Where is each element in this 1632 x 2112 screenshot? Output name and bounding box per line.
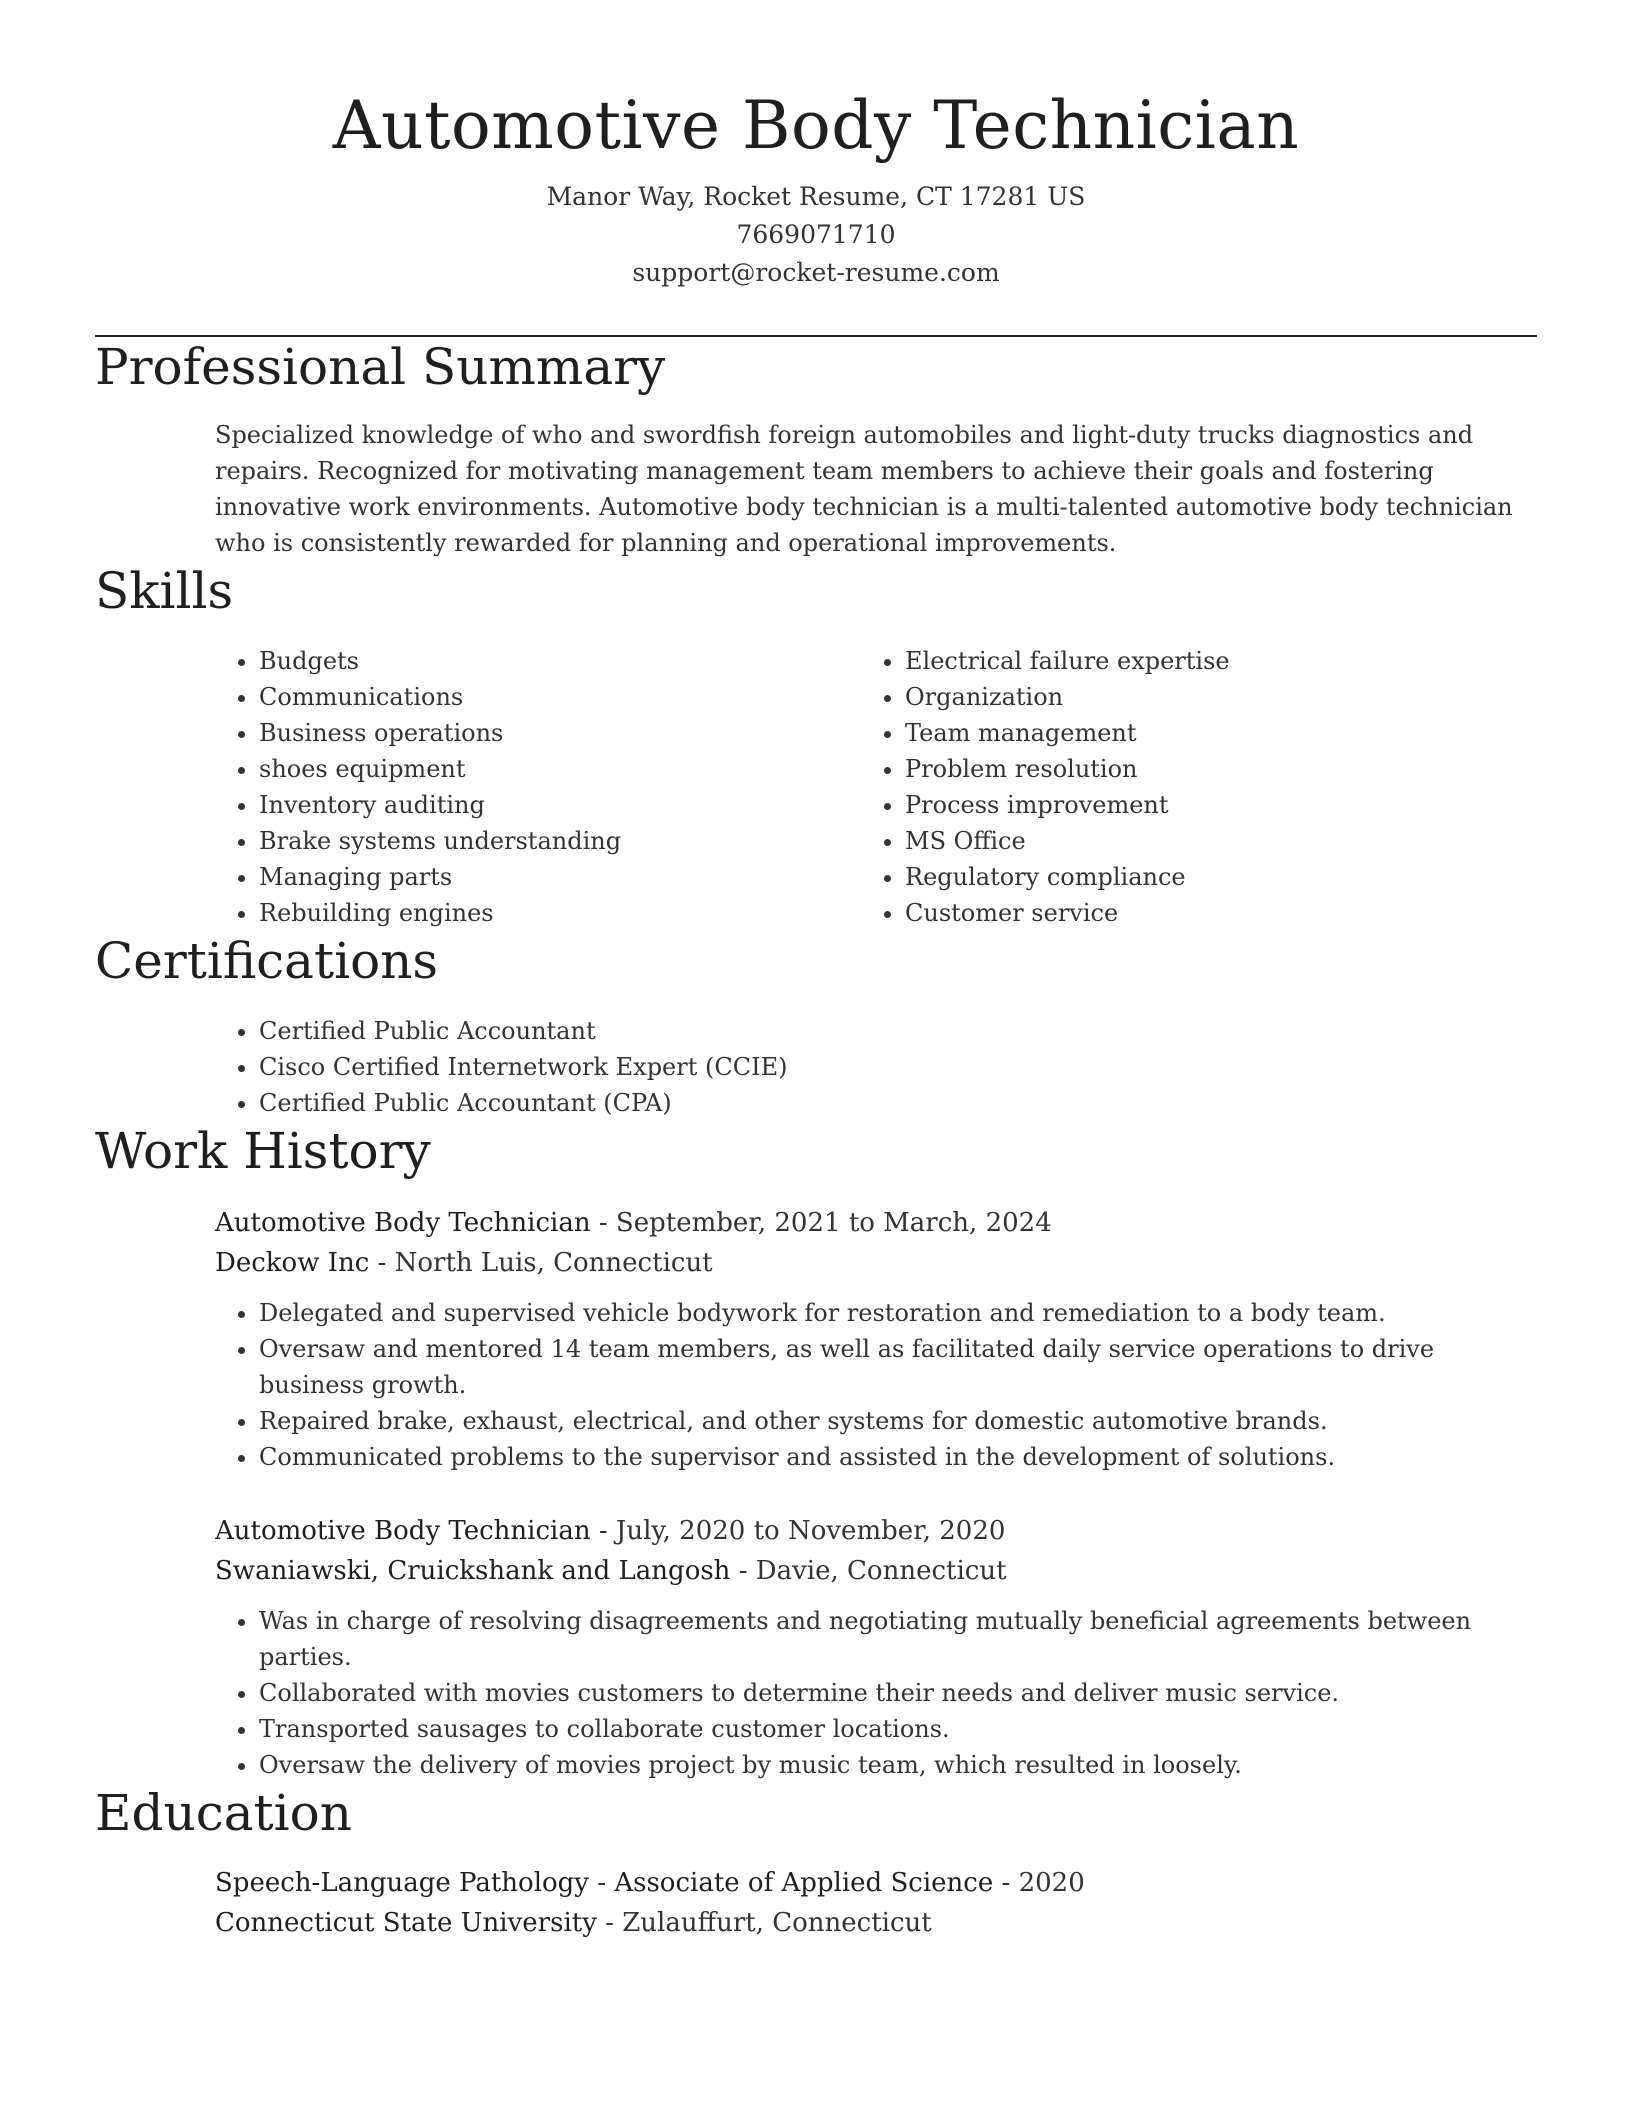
separator: - <box>590 1208 616 1238</box>
skill-item: • Communications <box>259 679 861 715</box>
job-company: Deckow Inc <box>215 1248 370 1278</box>
education-year: 2020 <box>1018 1868 1085 1898</box>
job-bullets <box>215 1295 1537 1475</box>
separator: - <box>993 1868 1019 1898</box>
education-field: Speech-Language Pathology <box>215 1868 589 1898</box>
skill-item: • Brake systems understanding <box>259 823 861 859</box>
contact-address: Manor Way, Rocket Resume, CT 17281 US <box>546 182 1086 211</box>
skills-heading: Skills <box>95 562 234 620</box>
contact-block <box>95 178 1537 292</box>
skill-item: • Organization <box>905 679 1507 715</box>
skill-item: • Business operations <box>259 715 861 751</box>
job-bullet: • Oversaw the delivery of movies project by music team, which resulted in loosely. <box>259 1747 1537 1783</box>
skill-item: • MS Office <box>905 823 1507 859</box>
skill-item: • shoes equipment <box>259 751 861 787</box>
job-company-line <box>215 1243 1537 1283</box>
work-history-heading: Work History <box>95 1122 431 1180</box>
education-location: Zulauffurt, Connecticut <box>622 1908 932 1938</box>
job-company: Swaniawski, Cruickshank and Langosh <box>215 1556 731 1586</box>
education-heading: Education <box>95 1784 352 1842</box>
skill-item: • Regulatory compliance <box>905 859 1507 895</box>
contact-email: support@rocket-resume.com <box>632 258 1000 287</box>
skill-item: • Customer service <box>905 895 1507 931</box>
separator: - <box>730 1556 756 1586</box>
summary-heading: Professional Summary <box>95 338 666 396</box>
separator: - <box>590 1516 616 1546</box>
job-bullet: • Repaired brake, exhaust, electrical, and other systems for domestic automotive brands. <box>259 1403 1537 1439</box>
skill-item: • Electrical failure expertise <box>905 643 1507 679</box>
job-dates: July, 2020 to November, 2020 <box>615 1516 1006 1546</box>
job-location: North Luis, Connecticut <box>394 1248 713 1278</box>
candidate-name: Automotive Body Technician <box>332 87 1300 164</box>
skill-item: • Problem resolution <box>905 751 1507 787</box>
job-title: Automotive Body Technician <box>215 1208 591 1238</box>
job-bullet: • Oversaw and mentored 14 team members, as well as facilitated daily service operations to drive business growth. <box>259 1331 1537 1403</box>
job-bullet: • Delegated and supervised vehicle bodywork for restoration and remediation to a body team. <box>259 1295 1537 1331</box>
job-bullet: • Was in charge of resolving disagreements and negotiating mutually beneficial agreements between parties. <box>259 1603 1537 1675</box>
job-company-line <box>215 1551 1537 1591</box>
job-bullet: • Collaborated with movies customers to determine their needs and deliver music service. <box>259 1675 1537 1711</box>
skill-item: • Rebuilding engines <box>259 895 861 931</box>
certifications-heading: Certifications <box>95 932 439 990</box>
education-school-line <box>215 1903 1537 1943</box>
skill-item: • Process improvement <box>905 787 1507 823</box>
certifications-list <box>215 1013 1537 1121</box>
skill-item: • Managing parts <box>259 859 861 895</box>
job-title-line <box>215 1511 1537 1551</box>
job-location: Davie, Connecticut <box>755 1556 1007 1586</box>
summary-text: Specialized knowledge of who and swordfish foreign automobiles and light-duty trucks diagnostics and repairs. Recognized for motivating management team members to achieve their goals and fostering innovative work environments. Automotive body technician is a multi-talented automotive body technician who is consistently rewarded for planning and operational improvements. <box>215 421 1513 557</box>
job-title-line <box>215 1203 1537 1243</box>
skill-item: • Budgets <box>259 643 861 679</box>
separator: - <box>596 1908 623 1938</box>
separator: - <box>589 1868 615 1898</box>
job-entry <box>215 1511 1537 1783</box>
job-title: Automotive Body Technician <box>215 1516 591 1546</box>
skills-list-right <box>861 643 1507 931</box>
skills-list-left <box>215 643 861 931</box>
job-bullet: • Transported sausages to collaborate customer locations. <box>259 1711 1537 1747</box>
certification-item: • Certified Public Accountant (CPA) <box>259 1085 1537 1121</box>
skill-item: • Team management <box>905 715 1507 751</box>
job-bullets <box>215 1603 1537 1783</box>
job-bullet: • Communicated problems to the supervisor and assisted in the development of solutions. <box>259 1439 1537 1475</box>
education-degree: Associate of Applied Science <box>614 1868 994 1898</box>
job-entry <box>215 1203 1537 1475</box>
skills-columns <box>215 643 1537 931</box>
skill-item: • Inventory auditing <box>259 787 861 823</box>
separator: - <box>369 1248 395 1278</box>
certification-item: • Certified Public Accountant <box>259 1013 1537 1049</box>
job-dates: September, 2021 to March, 2024 <box>615 1208 1052 1238</box>
education-degree-line <box>215 1863 1537 1903</box>
contact-phone: 7669071710 <box>736 220 896 249</box>
education-entry <box>215 1863 1537 1943</box>
certification-item: • Cisco Certified Internetwork Expert (CCIE) <box>259 1049 1537 1085</box>
education-school: Connecticut State University <box>215 1908 597 1938</box>
certifications-block <box>215 1013 1537 1121</box>
